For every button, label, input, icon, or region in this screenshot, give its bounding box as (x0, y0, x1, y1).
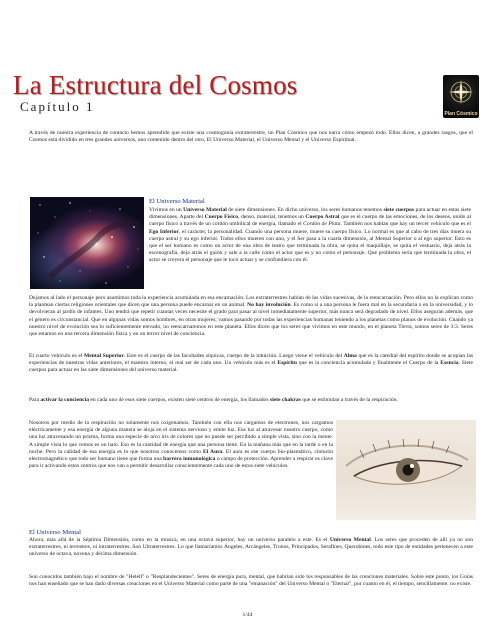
section-heading-universo-material: El Universo Material (149, 198, 205, 205)
intro-paragraph: A través de nuestra experiencia de contacto hemos aprendido que existe una cosmogonía extraterrestre, un Plan Cósmico que nos narra cómo empezó todo. Ellos dicen, a grandes rasgos, que el Cosmos está dividido en tres grandes universos, uno contenido dentro del otro, El Universo Material, el Universo Mental y el Universo Espiritual. (29, 130, 473, 144)
paragraph-aura: Nosotros por medio de la respiración no solamente nos oxigenamos. También con ella nos cargamos de electrones, nos cargamos eléctricamente y esa energía de alguna manera se aloja en el sistema nervioso y emite luz. Esa luz al atravesar nuestro cuerpo, como una luz atravesando un prisma, forma una especie de arco iris de colores que no puede ser percibido a simple vista, sino con la mente. A simple vista lo que vemos es un halo. Eso es la cantidad de energía que una persona tiene. En la mañana más que en la tarde o en la noche. Pero la calidad de esa energía es lo que nosotros conocemos como El Aura. El aura es ese cuerpo bio-plasmático, cinturón electromagnético que todo ser humano tiene que forma una barrera inmunológica o campo de protección. Aprender a respirar es clave para ir activando estos centros que nos van a permitir desarrollar conscientemente cada uno de estos siete vehículos. (29, 420, 334, 470)
page-title: La Estructura del Cosmos (13, 70, 298, 100)
paragraph-siete-cuerpos: Vivimos en un Universo Material de siete dimensiones. En dicho universo, los seres humanos tenemos siete cuerpos para actuar en estas siete dimensiones. Aparte del Cuerpo Físico, denso, material, tenemos un Cuerpo Astral que es el cuerpo de las emociones, de los deseos, unido al cuerpo físico a través de un cordón umbilical de energía, llamado el Cordón de Plata. También nos hablan que hay un tercer vehículo que es el Ego Inferior, el carácter, la personalidad. Cuando una persona muere, muere su cuerpo físico. Lo normal es que al cabo de tres días muera su cuerpo astral y su ego inferior. Todos ellos mueren con uno, y el Ser pasa a la cuarta dimensión, al Mental Superior o al ego superior. Esto es que el ser humano es como un actor de una obra de teatro que terminada la obra, se quita el maquillaje, se quita el vestuario, deja atrás la escenografía, deja atrás el guión y sale a la calle como el actor que es y no como el personaje. Qué problema sería que terminada la obra, el actor se creyera el personaje que le tocó actuar y se confundiera con él. (149, 207, 472, 264)
paragraph-chakras: Para activar la conciencia en cada uno de esos siete cuerpos, existen siete centros de energía, los llamados siete chakras que se estimulan a través de la respiración. (29, 397, 398, 403)
paragraph-universo-mental: Ahora, más allá de la Séptima Dimensión, como en la música, en una octava superior, hay un universo paralelo a este. Es el Universo Mental. Los seres que proceden de allí ya no son extraterrestres, ni terrestres, ni intraterrestres. Son Ultraterrestres. Lo que llamaríamos Ángeles, Arcángeles, Tronos, Principados, Serafines, Querubines, todo este tipo de entidades pertenecen a este universo de octava, novena y décima dimensión. (29, 537, 473, 558)
eye-image (336, 420, 476, 520)
chapter-label: Capítulo 1 (20, 99, 95, 114)
page-number: 1/44 (242, 612, 253, 618)
paragraph-reencarnacion: Dejamos al lado el personaje pero asumimos toda la experiencia acumulada en esa encarnación. Los extraterrestres hablan de las vidas sucesivas, de la reencarnación. Pero ellos no la explican como la plantean ciertas religiones orientales que dicen que una persona puede encarnar en un animal. No hay involución. Es como si a una persona le fuera mal en la secundaria o en la universidad, y lo devolvieran al jardín de infantes. Uno tendrá que repetir cuantas veces necesite el grado para pasar al nivel inmediatamente superior, más nunca será degradado de nivel. Ellos aseguran además, que el género es circunstancial. Que en algunas vidas somos hombres, en otras mujeres; vamos pasando por todas las experiencias humanas teniendo a los planetas como planos de evolución. Cuando ya nuestro nivel de evolución sea lo suficientemente elevado, no reencarnaremos en este planeta. Ellos dicen que los seres que vivimos en este mundo, en el planeta Tierra, somos seres de 3:3. Seres que estamos en una tercera dimensión física y en un tercer nivel de conciencia. (29, 295, 474, 338)
paragraph-helell: Son conocidos también bajo el nombre de "Helell" o "Resplandecientes". Seres de energía pura, mental, que habrían sido los responsables de las creaciones materiales. Sobre este punto, los Guías nos han enseñado que se han dado diversas creaciones en el Universo Material como parte de una "emanación" del Universo Mental o "Eternal", por cuanto en él, el tiempo, sencillamente, no existe. (29, 574, 473, 588)
section-heading-universo-mental: El Universo Mental (29, 529, 82, 536)
plan-cosmico-logo (443, 75, 479, 118)
logo-caption: Plan Cósmico (444, 111, 478, 117)
nebula-image (30, 197, 144, 289)
paragraph-mental-superior: El cuarto vehículo es el Mental Superior. Este es el cuerpo de las facultades síquicas, cuerpo de la intuición. Luego viene el vehículo del Alma que es la catedral del espíritu donde se acopian las experiencias de nuestras vidas anteriores, el maestro interno, el real ser de cada uno. Un vehículo más es el Espíritu que es la conciencia acumulada y finalmente el Cuerpo de la Esencia. Siete cuerpos para actuar en las siete dimensiones del universo material. (29, 353, 474, 374)
